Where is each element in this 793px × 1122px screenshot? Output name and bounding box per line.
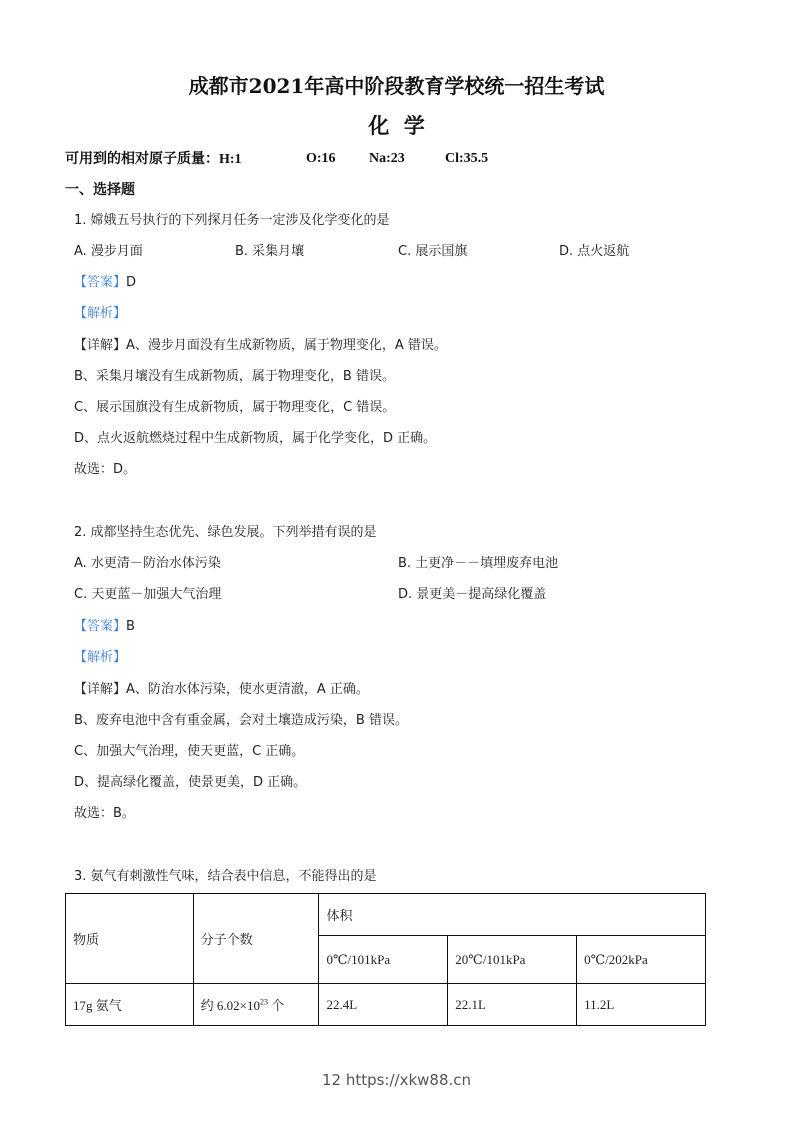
header-substance: 物质 bbox=[66, 894, 194, 984]
q1-option-b: B. 采集月壤 bbox=[235, 244, 305, 259]
q2-option-d: D. 景更美－提高绿化覆盖 bbox=[398, 587, 547, 602]
q2-detail: C、加强大气治理，使天更蓝，C 正确。 bbox=[74, 744, 305, 759]
q3-stem: 3. 氨气有刺激性气味，结合表中信息，不能得出的是 bbox=[74, 869, 377, 884]
header-condition: 0℃/101kPa bbox=[319, 936, 448, 984]
q1-detail: C、展示国旗没有生成新物质，属于物理变化，C 错误。 bbox=[74, 400, 396, 415]
q1-option-a: A. 漫步月面 bbox=[74, 244, 143, 259]
q1-detail: 【详解】A、漫步月面没有生成新物质，属于物理变化，A 错误。 bbox=[74, 338, 447, 353]
page-footer: 12 https://xkw88.cn bbox=[321, 1071, 472, 1089]
q2-option-a: A. 水更清－防治水体污染 bbox=[74, 556, 221, 571]
atomic-mass-h: H:1 bbox=[219, 152, 242, 167]
header-condition: 0℃/202kPa bbox=[577, 936, 706, 984]
exam-title: 成都市2021年高中阶段教育学校统一招生考试 bbox=[188, 74, 605, 98]
q1-stem: 1. 嫦娥五号执行的下列探月任务一定涉及化学变化的是 bbox=[74, 213, 390, 228]
q1-answer bbox=[74, 274, 136, 292]
count-suffix: 个 bbox=[268, 998, 285, 1013]
q2-detail: B、废弃电池中含有重金属，会对土壤造成污染，B 错误。 bbox=[74, 713, 408, 728]
subject-title: 化 学 bbox=[368, 113, 425, 138]
q2-stem: 2. 成都坚持生态优先、绿色发展。下列举措有误的是 bbox=[74, 525, 377, 540]
q1-option-d: D. 点火返航 bbox=[559, 244, 630, 259]
atomic-mass-o: O:16 bbox=[306, 151, 336, 166]
q2-answer bbox=[74, 618, 135, 636]
answer-tag: 【答案】 bbox=[74, 275, 127, 290]
q1-detail: B、采集月壤没有生成新物质，属于物理变化，B 错误。 bbox=[74, 369, 395, 384]
section-heading: 一、选择题 bbox=[65, 182, 135, 198]
atomic-mass-line bbox=[65, 150, 489, 169]
answer-value: B bbox=[126, 619, 135, 634]
q1-option-c: C. 展示国旗 bbox=[398, 244, 468, 259]
cell-molecule-count bbox=[193, 984, 319, 1026]
q2-analysis-tag: 【解析】 bbox=[74, 650, 127, 665]
cell-volume: 22.4L bbox=[319, 984, 448, 1026]
q2-detail: 【详解】A、防治水体污染，使水更清澈，A 正确。 bbox=[74, 682, 369, 697]
atomic-mass-cl: Cl:35.5 bbox=[445, 151, 489, 166]
ammonia-table bbox=[65, 893, 706, 1026]
cell-volume: 11.2L bbox=[577, 984, 706, 1026]
q2-conclusion: 故选：B。 bbox=[74, 806, 135, 821]
answer-tag: 【答案】 bbox=[74, 619, 127, 634]
header-condition: 20℃/101kPa bbox=[448, 936, 577, 984]
atomic-mass-na: Na:23 bbox=[369, 151, 405, 166]
q2-detail: D、提高绿化覆盖，使景更美，D 正确。 bbox=[74, 775, 307, 790]
q2-option-c: C. 天更蓝－加强大气治理 bbox=[74, 587, 222, 602]
answer-value: D bbox=[126, 275, 137, 290]
cell-substance: 17g 氨气 bbox=[66, 984, 194, 1026]
count-exponent: 23 bbox=[260, 997, 269, 1007]
header-volume: 体积 bbox=[319, 894, 706, 936]
q1-detail: D、点火返航燃烧过程中生成新物质，属于化学变化，D 正确。 bbox=[74, 431, 437, 446]
q2-option-b: B. 土更净－－填埋废弃电池 bbox=[398, 556, 559, 571]
header-molecule-count: 分子个数 bbox=[193, 894, 319, 984]
cell-volume: 22.1L bbox=[448, 984, 577, 1026]
q1-analysis-tag: 【解析】 bbox=[74, 306, 127, 321]
atomic-mass-label: 可用到的相对原子质量： bbox=[65, 151, 219, 167]
q1-conclusion: 故选：D。 bbox=[74, 462, 137, 477]
count-prefix: 约 6.02×10 bbox=[200, 998, 261, 1013]
